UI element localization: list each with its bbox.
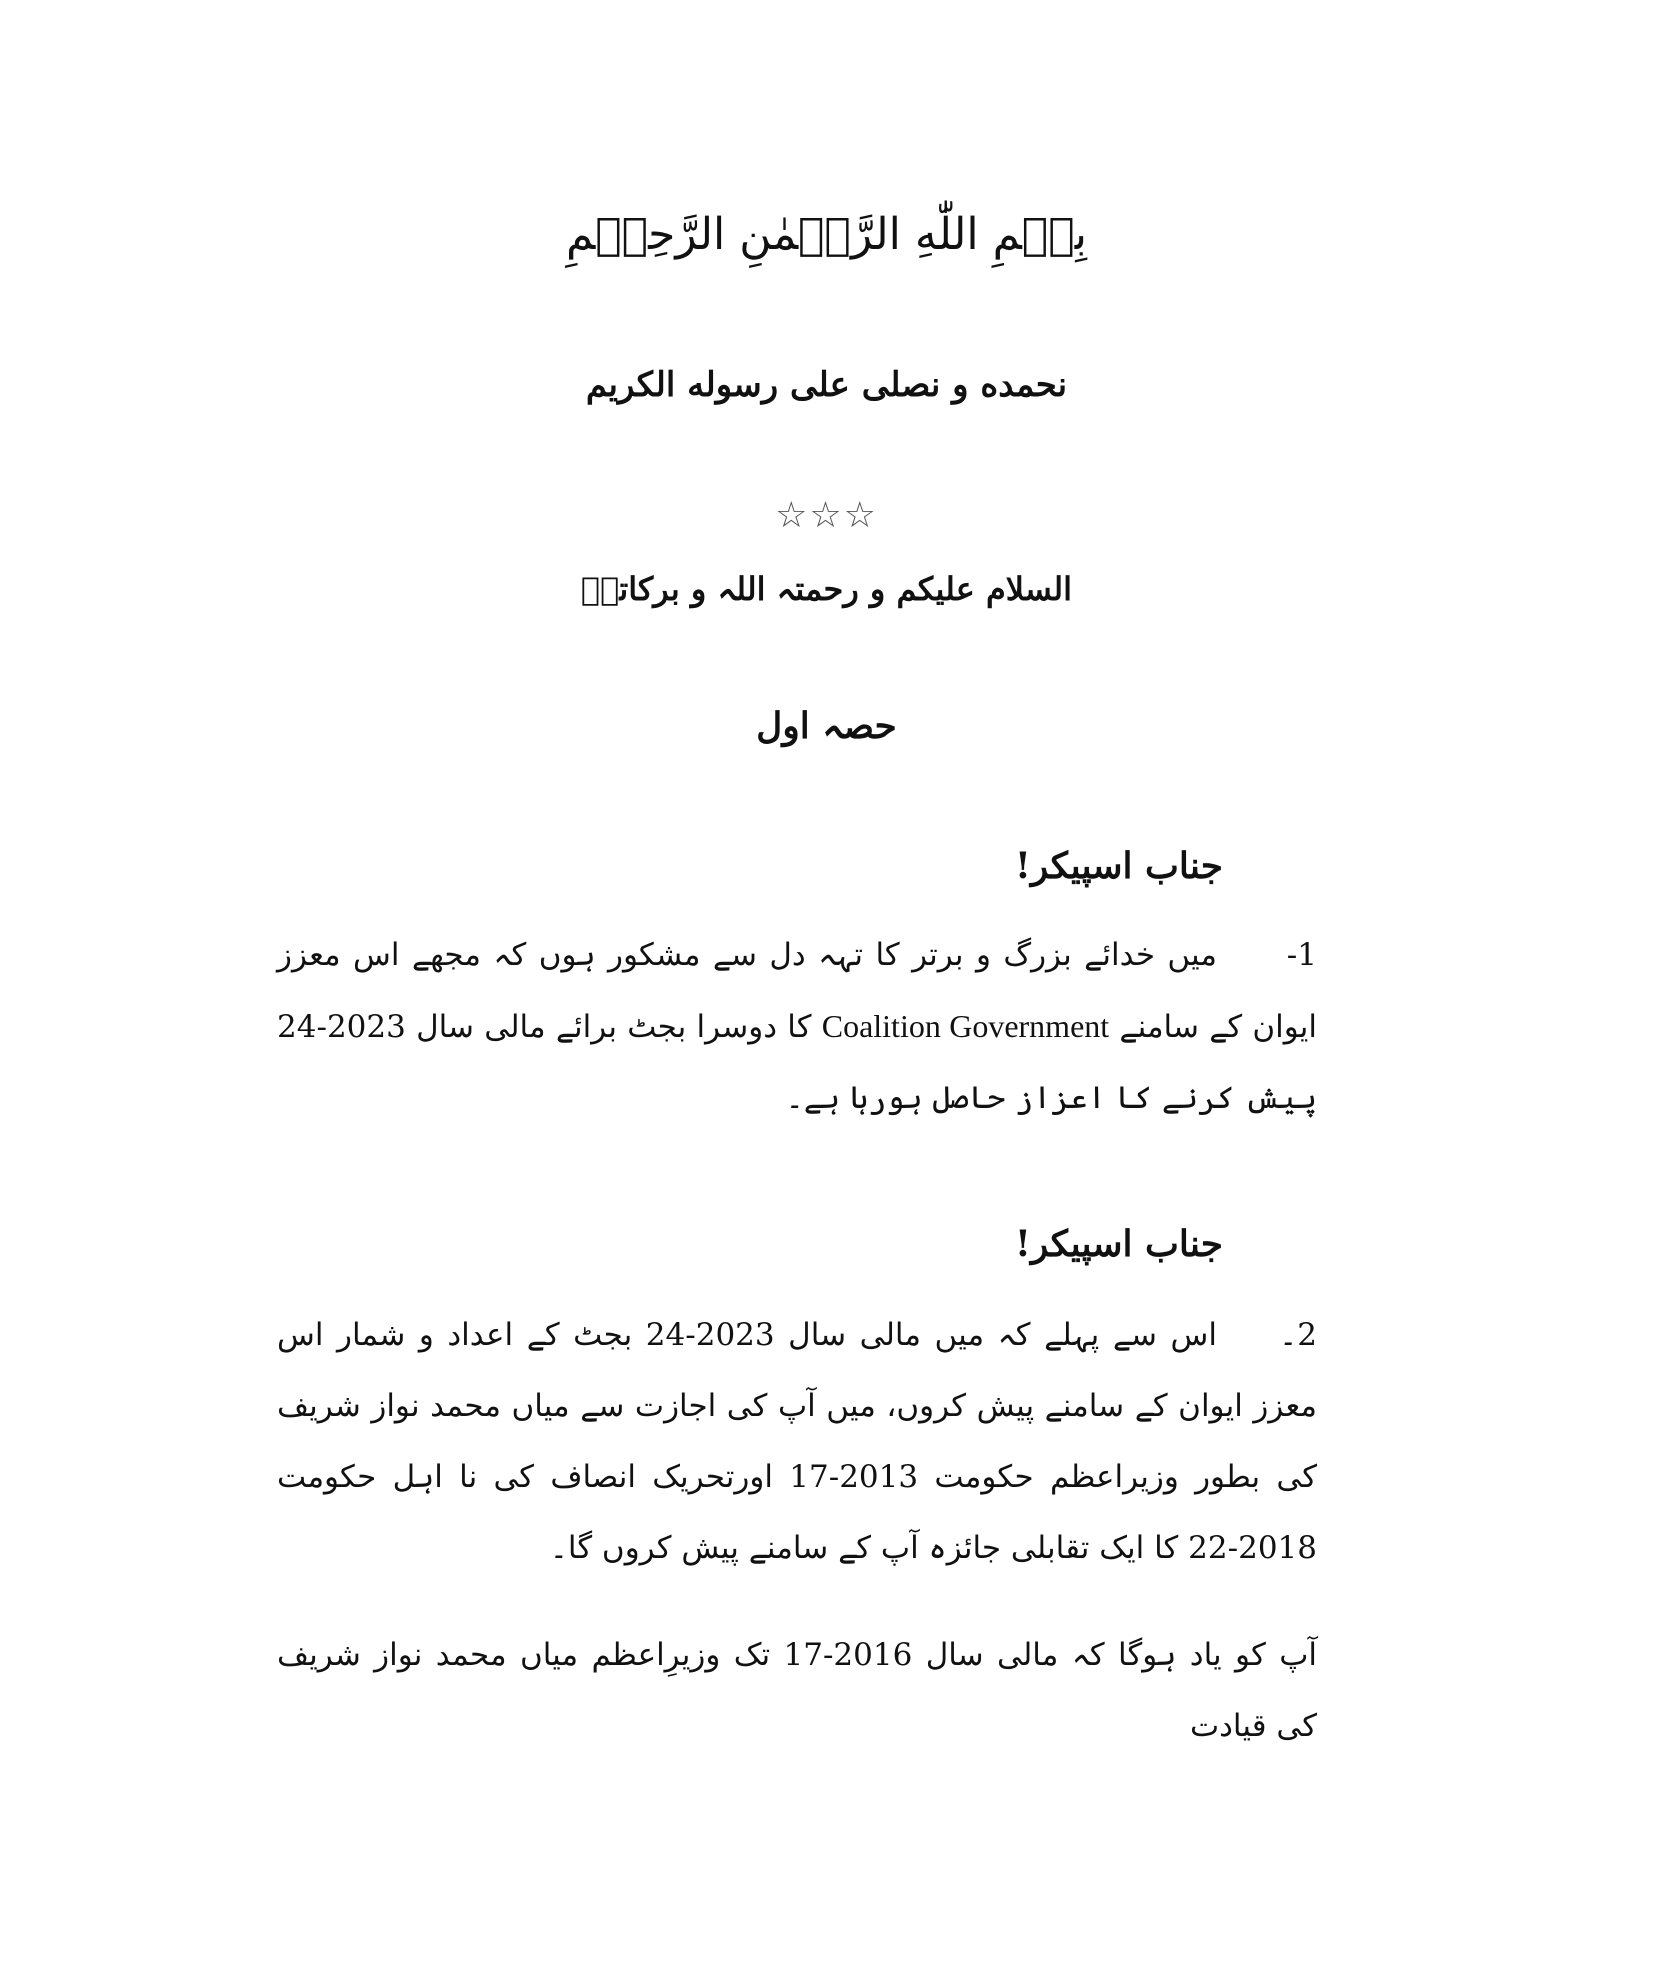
paragraph-1-text-a: میں خدائے بزرگ و برتر کا تہہ دل سے مشکور ہوں کہ مجھے اس معزز ایوان کے سامنے [277, 937, 1318, 1045]
star-divider: ☆☆☆ [775, 495, 878, 536]
paragraph-2-text: اس سے پہلے کہ میں مالی سال 2023-24 بجٹ کے اعداد و شمار اس معزز ایوان کے سامنے پیش کروں، میں آپ کی اجازت سے میاں محمد نواز شریف کی بطور وزیراعظم حکومت 2013-17 اورتحریک انصاف کی نا اہل حکومت 2018-22 کا ایک تقابلی جائزہ آپ کے سامنے پیش کروں گا۔ [277, 1317, 1317, 1566]
paragraph-1-latin-term: Coalition Government [821, 1008, 1110, 1044]
section-1-heading: جناب اسپیکر! [1015, 845, 1223, 887]
paragraph-2 [277, 1300, 1317, 1584]
paragraph-2-number: 2۔ [1279, 1317, 1317, 1353]
basmala-title: بِسۡمِ اللّٰهِ الرَّحۡمٰنِ الرَّحِيۡمِ [566, 209, 1087, 260]
part-title: حصہ اول [756, 705, 897, 747]
paragraph-1-number: 1- [1286, 937, 1317, 973]
hamd-line: نحمده و نصلی علی رسوله الکریم [585, 365, 1068, 405]
section-2-heading: جناب اسپیکر! [1015, 1223, 1223, 1265]
closing-line: آپ کو یاد ہوگا کہ مالی سال 2016-17 تک وزیرِاعظم میاں محمد نواز شریف کی قیادت [277, 1637, 1317, 1744]
paragraph-1 [277, 920, 1317, 1134]
paragraph-1-text-b: کا دوسرا بجٹ برائے مالی سال 2023-24 پیش کرنے کا اعزاز حاصل ہورہا ہے۔ [277, 1009, 1317, 1116]
salam-greeting: السلام علیکم و رحمتہ اللہ و برکاتہٗ [580, 570, 1073, 608]
